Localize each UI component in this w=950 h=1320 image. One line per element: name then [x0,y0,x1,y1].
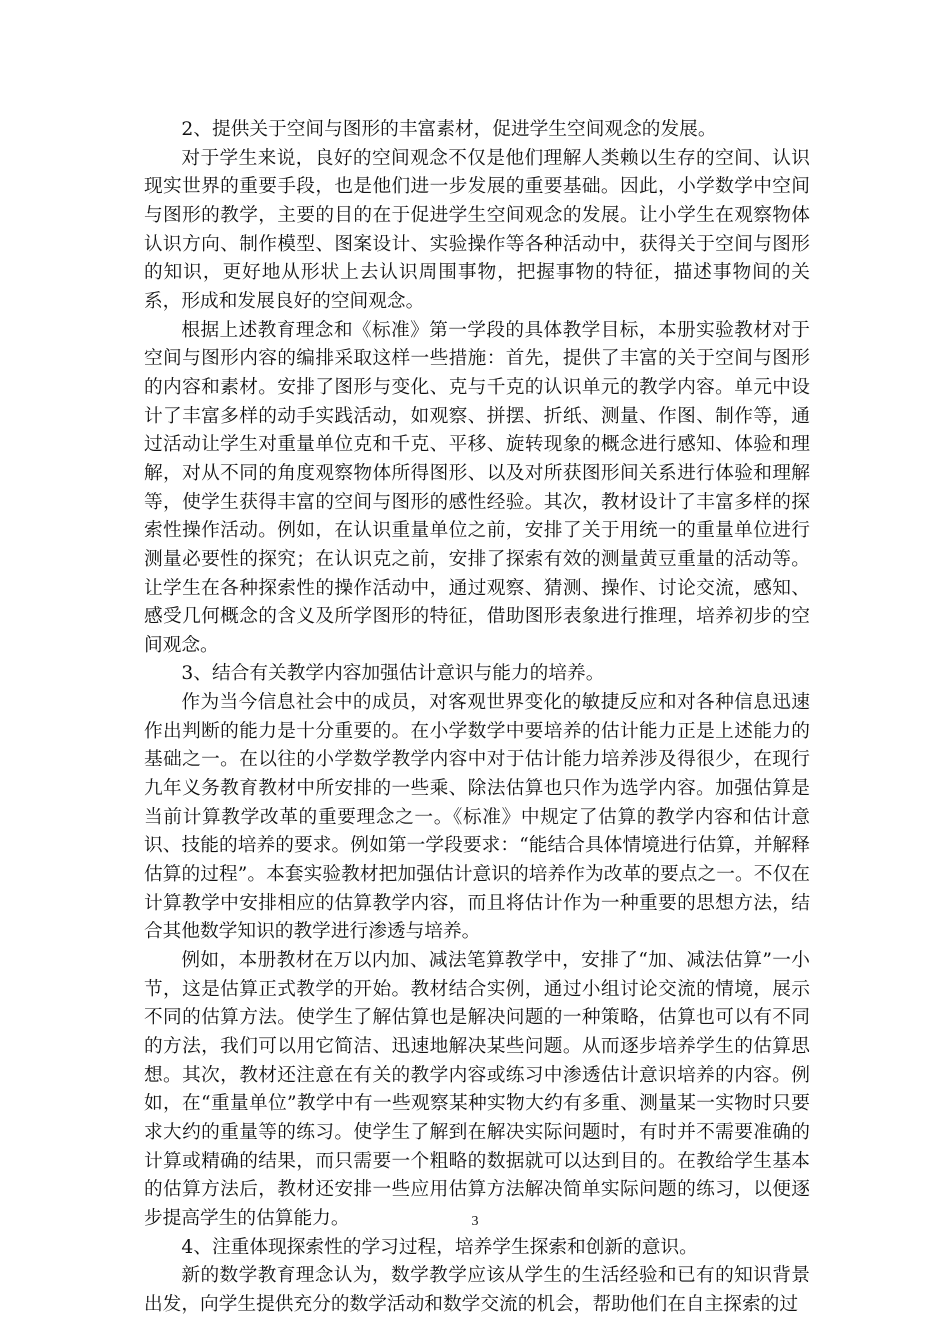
paragraph: 新的数学教育理念认为，数学教学应该从学生的生活经验和已有的知识背景出发，向学生提供充分的数学活动和数学交流的机会，帮助他们在自主探索的过 [144,1265,810,1315]
page-number: 3 [471,1214,479,1229]
document-body [144,116,810,1320]
section-heading-3: 3、结合有关教学内容加强估计意识与能力的培养。 [181,663,605,685]
paragraph: 根据上述教育理念和《标准》第一学段的具体教学目标，本册实验教材对于空间与图形内容的编排采取这样一些措施：首先，提供了丰富的关于空间与图形的内容和素材。安排了图形与变化、克与千克的认识单元的教学内容。单元中设计了丰富多样的动手实践活动，如观察、拼摆、折纸、测量、作图、制作等，通过活动让学生对重量单位克和千克、平移、旋转现象的概念进行感知、体验和理解，对从不同的角度观察物体所得图形、以及对所获图形间关系进行体验和理解等，使学生获得丰富的空间与图形的感性经验。其次，教材设计了丰富多样的探索性操作活动。例如，在认识重量单位之前，安排了关于用统一的重量单位进行测量必要性的探究；在认识克之前，安排了探索有效的测量黄豆重量的活动等。让学生在各种探索性的操作活动中，通过观察、猜测、操作、讨论交流，感知、感受几何概念的含义及所学图形的特征，借助图形表象进行推理，培养初步的空间观念。 [144,319,810,656]
section-heading-4: 4、注重体现探索性的学习过程，培养学生探索和创新的意识。 [181,1236,698,1258]
paragraph: 作为当今信息社会中的成员，对客观世界变化的敏捷反应和对各种信息迅速作出判断的能力是十分重要的。在小学数学中要培养的估计能力正是上述能力的基础之一。在以往的小学数学教学内容中对于估计能力培养涉及得很少，在现行九年义务教育教材中所安排的一些乘、除法估算也只作为选学内容。加强估算是当前计算教学改革的重要理念之一。《标准》中规定了估算的教学内容和估计意识、技能的培养的要求。例如第一学段要求：“能结合具体情境进行估算，并解释估算的过程”。本套实验教材把加强估计意识的培养作为改革的要点之一。不仅在计算教学中安排相应的估算教学内容，而且将估计作为一种重要的思想方法，结合其他数学知识的教学进行渗透与培养。 [144,692,810,943]
paragraph: 例如，本册教材在万以内加、减法笔算教学中，安排了“加、减法估算”一小节，这是估算正式教学的开始。教材结合实例，通过小组讨论交流的情境，展示不同的估算方法。使学生了解估算也是解决问题的一种策略，估算也可以有不同的方法，我们可以用它简洁、迅速地解决某些问题。从而逐步培养学生的估算思想。其次，教材还注意在有关的教学内容或练习中渗透估计意识培养的内容。例如，在“重量单位”教学中有一些观察某种实物大约有多重、测量某一实物时只要求大约的重量等的练习。使学生了解到在解决实际问题时，有时并不需要准确的计算或精确的结果，而只需要一个粗略的数据就可以达到目的。在教给学生基本的估算方法后，教材还安排一些应用估算方法解决简单实际问题的练习，以便逐步提高学生的估算能力。 [144,950,810,1229]
section-heading-2: 2、提供关于空间与图形的丰富素材，促进学生空间观念的发展。 [181,119,717,140]
paragraph: 对于学生来说，良好的空间观念不仅是他们理解人类赖以生存的空间、认识现实世界的重要手段，也是他们进一步发展的重要基础。因此，小学数学中空间与图形的教学，主要的目的在于促进学生空间观念的发展。让小学生在观察物体认识方向、制作模型、图案设计、实验操作等各种活动中，获得关于空间与图形的知识，更好地从形状上去认识周围事物，把握事物的特征，描述事物间的关系，形成和发展良好的空间观念。 [144,147,810,312]
